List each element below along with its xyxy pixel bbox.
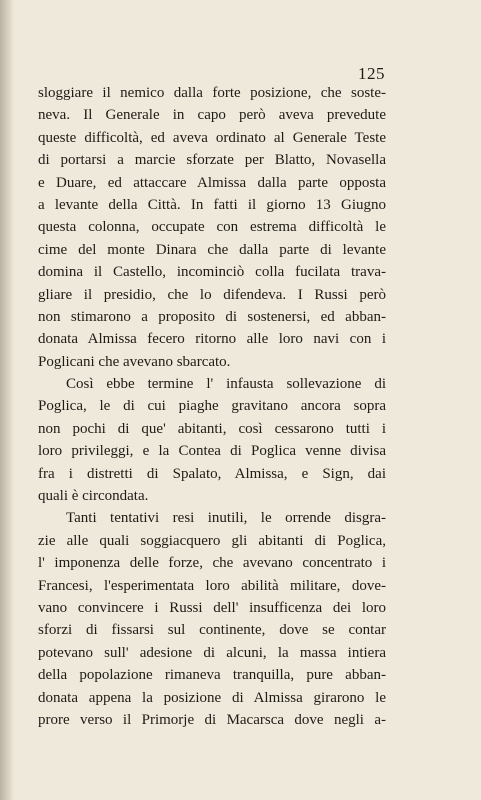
text-line: l' imponenza delle forze, che avevano concentrato i [38, 555, 386, 572]
text-line: potevano sull' adesione di alcuni, la massa intiera [38, 644, 386, 661]
text-line: questa colonna, occupate con estrema difficoltà le [38, 219, 386, 236]
text-line: fra i distretti di Spalato, Almissa, e Sign, dai [38, 465, 386, 482]
text-line: vano convincere i Russi dell' insufficenza dei loro [38, 599, 386, 616]
text-line: non stimarono a proposito di sostenersi, ed abban- [38, 308, 386, 325]
text-line: quali è circondata. [38, 488, 149, 505]
text-line: loro privileggi, e la Contea di Poglica venne divisa [38, 443, 386, 460]
text-line: di portarsi a marcie sforzate per Blatto, Novasella [38, 152, 386, 169]
page-number: 125 [358, 64, 385, 83]
text-line: zie alle quali soggiacquero gli abitanti di Poglica, [38, 532, 386, 549]
text-line: della popolazione rimaneva tranquilla, pure abban- [38, 667, 386, 684]
text-line: a levante della Città. In fatti il giorno 13 Giugno [38, 196, 386, 213]
text-line: neva. Il Generale in capo però aveva prevedute [38, 107, 386, 124]
text-line: sforzi di fissarsi sul continente, dove se contar [38, 622, 386, 639]
text-line: gliare il presidio, che lo difendeva. I Russi però [38, 286, 386, 303]
text-line: donata Almissa fecero ritorno alle loro navi con i [38, 331, 386, 348]
body-text [38, 82, 386, 731]
text-line: donata appena la posizione di Almissa girarono le [38, 689, 386, 706]
text-line: non pochi di que' abitanti, così cessarono tutti i [38, 420, 386, 437]
text-line: queste difficoltà, ed aveva ordinato al Generale Teste [38, 129, 386, 146]
text-line: Poglicani che avevano sbarcato. [38, 353, 231, 370]
text-line: prore verso il Primorje di Macarsca dove negli a- [38, 711, 386, 728]
text-line: Francesi, l'esperimentata loro abilità militare, dove- [38, 577, 386, 594]
text-line: e Duare, ed attaccare Almissa dalla parte opposta [38, 174, 386, 191]
text-line: cime del monte Dinara che dalla parte di levante [38, 241, 386, 258]
text-line: sloggiare il nemico dalla forte posizione, che soste- [38, 85, 386, 101]
text-line: Poglica, le di cui piaghe gravitano ancora sopra [38, 398, 386, 415]
paragraph-first-line: Tanti tentativi resi inutili, le orrende disgra- [66, 510, 386, 527]
paragraph-first-line: Così ebbe termine l' infausta sollevazione di [66, 376, 386, 393]
text-line: domina il Castello, incominciò colla fucilata trava- [38, 264, 386, 281]
